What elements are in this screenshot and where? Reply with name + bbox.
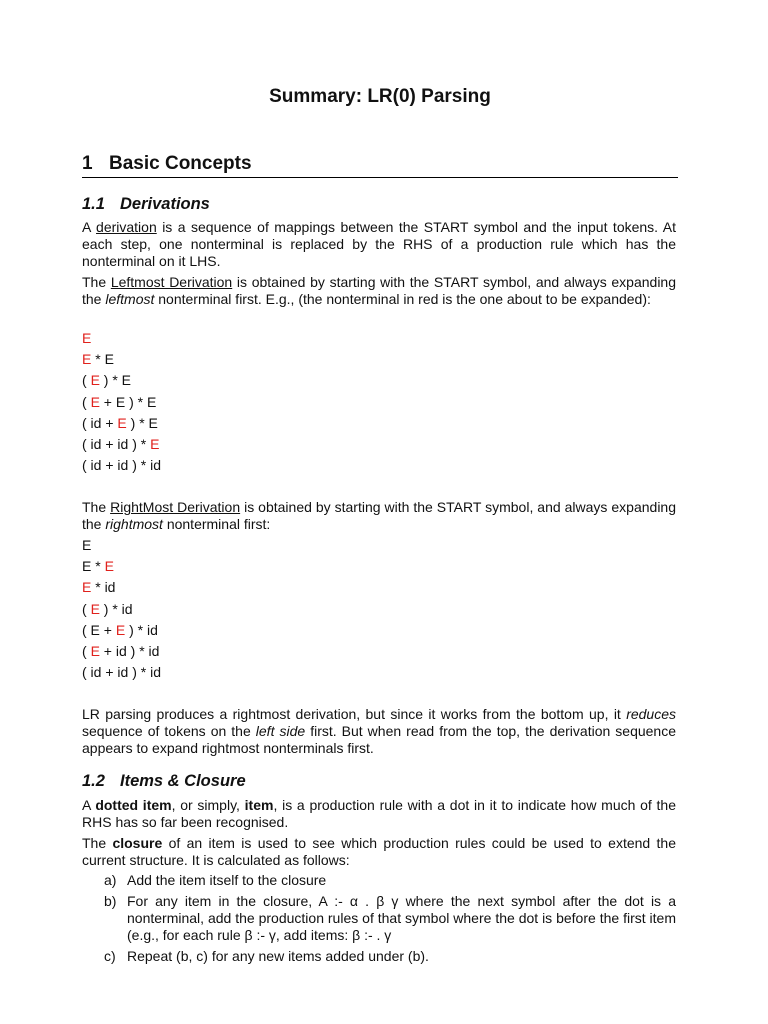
lr-parsing-note [82, 706, 676, 757]
derivation-text: ) * E [99, 372, 132, 389]
derivation-text: + id ) * id [99, 642, 160, 659]
text-run: A [82, 219, 97, 235]
leftmost-step [82, 349, 161, 370]
subsection-title: Derivations [120, 195, 210, 213]
text-run: is obtained by starting with the START symbol, and always expanding the [82, 499, 677, 532]
derivation-text: ) * E [126, 414, 158, 431]
step-text: For any item in the closure, A :- α . β γ where the next symbol after the dot is a nonterminal, add the production rules of that symbol where the dot is before the first item (e.g., for each rule β :- γ, add items: β :- . γ [127, 893, 676, 943]
emphasis-leftmost: leftmost [105, 291, 155, 307]
text-run: The [82, 499, 111, 515]
text-run: , or simply, [171, 797, 245, 813]
derivation-text: ) * id [125, 621, 158, 638]
derivation-text: + E ) * E [99, 393, 157, 410]
dotted-item-definition [82, 797, 676, 831]
leftmost-derivation-intro [82, 274, 676, 308]
expanding-nonterminal: E [90, 393, 100, 410]
section-heading-basic-concepts [82, 153, 678, 178]
expanding-nonterminal: E [82, 351, 92, 368]
emphasis-reduces: reduces [626, 706, 676, 722]
derivation-text: ) * id [99, 600, 133, 617]
leftmost-step [82, 370, 161, 391]
expanding-nonterminal: E [82, 579, 92, 596]
leftmost-derivation-steps [82, 328, 161, 476]
rightmost-step [82, 556, 161, 577]
leftmost-step [82, 328, 161, 349]
term-dotted-item: dotted item [95, 797, 172, 813]
subsection-number: 1.2 [82, 772, 105, 790]
leftmost-step [82, 455, 161, 476]
text-run: The [82, 835, 113, 851]
text-run: nonterminal first: [162, 516, 271, 532]
text-run: The [82, 274, 111, 290]
rightmost-derivation-steps [82, 535, 161, 683]
subsection-number: 1.1 [82, 195, 105, 213]
term-rightmost-derivation: RightMost Derivation [110, 499, 241, 515]
term-item: item [244, 797, 274, 813]
term-leftmost-derivation: Leftmost Derivation [110, 274, 233, 290]
text-run: , is a production rule with a dot in it to indicate how much of the RHS has so far been recognised. [82, 797, 676, 830]
expanding-nonterminal: E [90, 642, 100, 659]
section-title: Basic Concepts [109, 153, 252, 174]
derivation-text: ( [82, 600, 91, 617]
derivation-text: * id [91, 579, 116, 596]
step-marker: c) [104, 948, 116, 964]
expanding-nonterminal: E [90, 372, 100, 389]
step-text: Add the item itself to the closure [127, 872, 327, 888]
closure-step [82, 893, 676, 944]
text-run: is obtained by starting with the START symbol, and always expanding the [82, 274, 676, 307]
rightmost-step [82, 620, 161, 641]
text-run: is a sequence of mappings between the START symbol and the input tokens. At each step, one nonterminal is replaced by the RHS of a production rule which has the nonterminal on it LHS. [82, 219, 676, 269]
text-run: A [82, 797, 96, 813]
text-run: sequence of tokens on the [82, 723, 256, 739]
derivation-text: ( id + id ) * id [82, 664, 161, 681]
closure-step [82, 872, 676, 889]
rightmost-step [82, 535, 161, 556]
derivation-text: ( id + id ) * id [82, 457, 161, 474]
step-text: Repeat (b, c) for any new items added under (b). [127, 948, 429, 964]
derivation-text: ( E + [82, 621, 116, 638]
document-title: Summary: LR(0) Parsing [269, 86, 491, 107]
expanding-nonterminal: E [117, 414, 127, 431]
text-run: first. But when read from the top, the derivation sequence appears to expand rightmost nonterminals first. [82, 723, 677, 756]
derivation-text: ( [82, 642, 91, 659]
derivation-text: E * [82, 558, 105, 575]
leftmost-step [82, 413, 161, 434]
subsection-title: Items & Closure [120, 772, 246, 790]
derivation-text: * E [91, 351, 114, 368]
subsection-heading-derivations [82, 195, 210, 214]
leftmost-step [82, 434, 161, 455]
rightmost-step [82, 641, 161, 662]
expanding-nonterminal: E [104, 558, 114, 575]
step-marker: a) [104, 872, 117, 888]
rightmost-derivation-intro [82, 499, 676, 533]
subsection-heading-items-closure [82, 772, 246, 791]
derivation-text: ( [82, 393, 91, 410]
rightmost-step [82, 577, 161, 598]
closure-steps-list [82, 872, 676, 969]
derivation-text: E [82, 537, 92, 553]
text-run: LR parsing produces a rightmost derivation, but since it works from the bottom up, it [82, 706, 627, 722]
section-number: 1 [82, 153, 93, 174]
derivation-text: ( [82, 372, 91, 389]
text-run: of an item is used to see which production rules could be used to extend the current structure. It is calculated as follows: [82, 835, 676, 868]
derivation-text: ( id + [82, 414, 118, 431]
rightmost-step [82, 599, 161, 620]
expanding-nonterminal: E [90, 600, 100, 617]
derivation-definition [82, 219, 676, 270]
expanding-nonterminal: E [82, 330, 92, 346]
derivation-text: ( id + id ) * [82, 435, 151, 452]
rightmost-step [82, 662, 161, 683]
expanding-nonterminal: E [115, 621, 126, 638]
leftmost-step [82, 392, 161, 413]
closure-definition [82, 835, 676, 869]
text-run: nonterminal first. E.g., (the nonterminal in red is the one about to be expanded): [154, 291, 651, 307]
expanding-nonterminal: E [150, 435, 160, 452]
emphasis-rightmost: rightmost [105, 516, 163, 532]
closure-step [82, 948, 676, 965]
emphasis-left-side: left side [255, 723, 306, 739]
step-marker: b) [104, 893, 117, 909]
term-closure: closure [112, 835, 163, 851]
term-derivation: derivation [96, 219, 157, 235]
